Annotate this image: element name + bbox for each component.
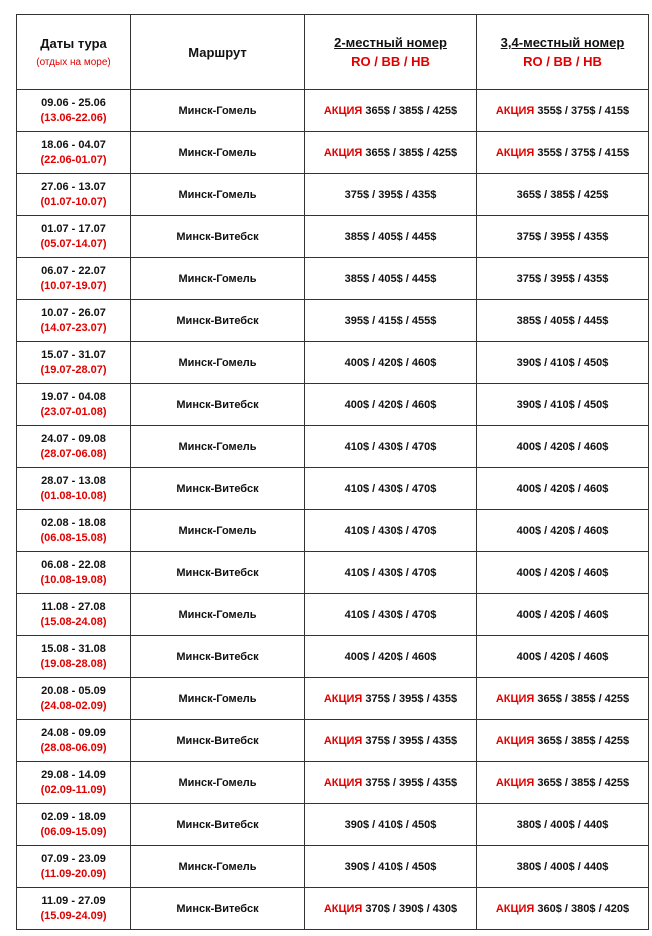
- sea-dates: (22.06-01.07): [40, 154, 107, 166]
- tour-dates: 10.07 - 26.07: [41, 307, 106, 319]
- cell-triple-price: [477, 174, 649, 216]
- tour-dates: 19.07 - 04.08: [41, 391, 106, 403]
- header-dates-sub: (отдых на море): [36, 57, 111, 68]
- price-value: 365$ / 385$ / 425$: [365, 146, 458, 159]
- cell-triple-price: [477, 594, 649, 636]
- tour-dates: 28.07 - 13.08: [41, 475, 106, 487]
- sea-dates: (19.08-28.08): [40, 658, 107, 670]
- sea-dates: (02.09-11.09): [40, 784, 107, 796]
- cell-double-price: [305, 678, 477, 720]
- sea-dates: (15.08-24.08): [40, 616, 107, 628]
- price-value: 365$ / 385$ / 425$: [365, 104, 458, 117]
- price-value: 395$ / 415$ / 455$: [344, 314, 437, 327]
- cell-double-price: [305, 258, 477, 300]
- cell-dates: [17, 132, 131, 174]
- sea-dates: (19.07-28.07): [40, 364, 107, 376]
- header-double-sub: RO / BB / HB: [351, 54, 430, 69]
- cell-dates: [17, 258, 131, 300]
- sea-dates: (10.08-19.08): [40, 574, 107, 586]
- price-value: 410$ / 430$ / 470$: [344, 566, 437, 579]
- price-value: 375$ / 395$ / 435$: [344, 188, 437, 201]
- price-value: 410$ / 430$ / 470$: [344, 482, 437, 495]
- cell-dates: [17, 342, 131, 384]
- price-value: 380$ / 400$ / 440$: [516, 860, 609, 873]
- sea-dates: (06.09-15.09): [40, 826, 107, 838]
- cell-triple-price: [477, 552, 649, 594]
- tour-dates: 01.07 - 17.07: [41, 223, 106, 235]
- cell-route: Минск-Гомель: [131, 174, 305, 216]
- price-value: 390$ / 410$ / 450$: [344, 818, 437, 831]
- header-triple-room: [477, 15, 649, 90]
- price-value: 370$ / 390$ / 430$: [365, 902, 458, 915]
- promo-label: АКЦИЯ: [323, 776, 363, 789]
- sea-dates: (24.08-02.09): [40, 700, 107, 712]
- sea-dates: (28.08-06.09): [40, 742, 107, 754]
- cell-dates: [17, 846, 131, 888]
- cell-route: Минск-Витебск: [131, 468, 305, 510]
- cell-dates: [17, 762, 131, 804]
- cell-double-price: [305, 804, 477, 846]
- price-value: 400$ / 420$ / 460$: [344, 356, 437, 369]
- header-double-room: [305, 15, 477, 90]
- price-value: 385$ / 405$ / 445$: [516, 314, 609, 327]
- cell-dates: [17, 678, 131, 720]
- table-row: [17, 342, 649, 384]
- table-row: [17, 552, 649, 594]
- promo-label: АКЦИЯ: [495, 692, 535, 705]
- cell-double-price: [305, 342, 477, 384]
- price-value: 390$ / 410$ / 450$: [516, 398, 609, 411]
- cell-triple-price: [477, 510, 649, 552]
- tour-dates: 02.09 - 18.09: [41, 811, 106, 823]
- tour-dates: 27.06 - 13.07: [41, 181, 106, 193]
- header-triple-label: 3,4-местный номер: [500, 35, 625, 50]
- table-row: [17, 510, 649, 552]
- header-row: [17, 15, 649, 90]
- cell-dates: [17, 90, 131, 132]
- cell-triple-price: [477, 90, 649, 132]
- sea-dates: (14.07-23.07): [40, 322, 107, 334]
- sea-dates: (15.09-24.09): [40, 910, 107, 922]
- tour-dates: 06.08 - 22.08: [41, 559, 106, 571]
- promo-label: АКЦИЯ: [495, 902, 535, 915]
- cell-route: Минск-Гомель: [131, 762, 305, 804]
- price-value: 355$ / 375$ / 415$: [537, 104, 630, 117]
- cell-dates: [17, 720, 131, 762]
- cell-route: Минск-Витебск: [131, 216, 305, 258]
- table-row: [17, 762, 649, 804]
- cell-dates: [17, 888, 131, 930]
- tour-dates: 29.08 - 14.09: [41, 769, 106, 781]
- tour-dates: 02.08 - 18.08: [41, 517, 106, 529]
- cell-triple-price: [477, 678, 649, 720]
- tour-dates: 15.07 - 31.07: [41, 349, 106, 361]
- header-route-label: Маршрут: [188, 44, 247, 60]
- header-triple-sub: RO / BB / HB: [523, 54, 602, 69]
- cell-triple-price: [477, 216, 649, 258]
- cell-triple-price: [477, 468, 649, 510]
- table-row: [17, 594, 649, 636]
- promo-label: АКЦИЯ: [495, 776, 535, 789]
- cell-route: Минск-Гомель: [131, 846, 305, 888]
- tour-price-table: [16, 14, 649, 930]
- cell-double-price: [305, 216, 477, 258]
- cell-double-price: [305, 300, 477, 342]
- price-value: 390$ / 410$ / 450$: [344, 860, 437, 873]
- price-value: 380$ / 400$ / 440$: [516, 818, 609, 831]
- price-value: 400$ / 420$ / 460$: [516, 440, 609, 453]
- price-value: 355$ / 375$ / 415$: [537, 146, 630, 159]
- promo-label: АКЦИЯ: [323, 734, 363, 747]
- promo-label: АКЦИЯ: [495, 104, 535, 117]
- cell-triple-price: [477, 804, 649, 846]
- cell-route: Минск-Витебск: [131, 720, 305, 762]
- promo-label: АКЦИЯ: [495, 146, 535, 159]
- price-value: 400$ / 420$ / 460$: [516, 650, 609, 663]
- promo-label: АКЦИЯ: [323, 104, 363, 117]
- sea-dates: (10.07-19.07): [40, 280, 107, 292]
- table-row: [17, 174, 649, 216]
- price-value: 365$ / 385$ / 425$: [537, 692, 630, 705]
- table-row: [17, 132, 649, 174]
- sea-dates: (05.07-14.07): [40, 238, 107, 250]
- tour-dates: 24.07 - 09.08: [41, 433, 106, 445]
- cell-dates: [17, 510, 131, 552]
- cell-double-price: [305, 888, 477, 930]
- tour-dates: 15.08 - 31.08: [41, 643, 106, 655]
- cell-triple-price: [477, 888, 649, 930]
- cell-double-price: [305, 90, 477, 132]
- price-value: 400$ / 420$ / 460$: [516, 608, 609, 621]
- cell-double-price: [305, 468, 477, 510]
- cell-route: Минск-Гомель: [131, 678, 305, 720]
- sea-dates: (11.09-20.09): [40, 868, 107, 880]
- cell-triple-price: [477, 300, 649, 342]
- cell-double-price: [305, 552, 477, 594]
- promo-label: АКЦИЯ: [323, 692, 363, 705]
- price-value: 360$ / 380$ / 420$: [537, 902, 630, 915]
- cell-route: Минск-Гомель: [131, 426, 305, 468]
- table-row: [17, 300, 649, 342]
- sea-dates: (01.07-10.07): [40, 196, 107, 208]
- cell-dates: [17, 594, 131, 636]
- cell-triple-price: [477, 342, 649, 384]
- cell-route: Минск-Витебск: [131, 888, 305, 930]
- cell-route: Минск-Гомель: [131, 258, 305, 300]
- tour-dates: 18.06 - 04.07: [41, 139, 106, 151]
- cell-route: Минск-Гомель: [131, 594, 305, 636]
- price-value: 410$ / 430$ / 470$: [344, 608, 437, 621]
- tour-dates: 11.09 - 27.09: [41, 895, 106, 907]
- cell-triple-price: [477, 426, 649, 468]
- cell-triple-price: [477, 258, 649, 300]
- tour-dates: 24.08 - 09.09: [41, 727, 106, 739]
- cell-double-price: [305, 720, 477, 762]
- tour-dates: 11.08 - 27.08: [41, 601, 106, 613]
- cell-dates: [17, 300, 131, 342]
- price-value: 365$ / 385$ / 425$: [516, 188, 609, 201]
- sea-dates: (01.08-10.08): [40, 490, 107, 502]
- price-value: 400$ / 420$ / 460$: [344, 398, 437, 411]
- table-row: [17, 90, 649, 132]
- promo-label: АКЦИЯ: [323, 902, 363, 915]
- header-dates: [17, 15, 131, 90]
- cell-route: Минск-Гомель: [131, 132, 305, 174]
- cell-dates: [17, 174, 131, 216]
- price-value: 375$ / 395$ / 435$: [516, 272, 609, 285]
- cell-dates: [17, 216, 131, 258]
- header-route: [131, 15, 305, 90]
- tour-dates: 20.08 - 05.09: [41, 685, 106, 697]
- cell-route: Минск-Витебск: [131, 804, 305, 846]
- tour-dates: 09.06 - 25.06: [41, 97, 106, 109]
- promo-label: АКЦИЯ: [323, 146, 363, 159]
- cell-double-price: [305, 636, 477, 678]
- promo-label: АКЦИЯ: [495, 734, 535, 747]
- price-value: 375$ / 395$ / 435$: [365, 776, 458, 789]
- table-row: [17, 468, 649, 510]
- cell-route: Минск-Витебск: [131, 300, 305, 342]
- price-value: 400$ / 420$ / 460$: [344, 650, 437, 663]
- cell-double-price: [305, 846, 477, 888]
- tour-dates: 06.07 - 22.07: [41, 265, 106, 277]
- header-dates-label: Даты тура: [40, 36, 107, 51]
- cell-dates: [17, 636, 131, 678]
- price-value: 410$ / 430$ / 470$: [344, 524, 437, 537]
- table-row: [17, 426, 649, 468]
- sea-dates: (13.06-22.06): [40, 112, 107, 124]
- cell-route: Минск-Гомель: [131, 510, 305, 552]
- tour-dates: 07.09 - 23.09: [41, 853, 106, 865]
- price-value: 375$ / 395$ / 435$: [365, 692, 458, 705]
- price-value: 400$ / 420$ / 460$: [516, 566, 609, 579]
- table-row: [17, 258, 649, 300]
- table-row: [17, 804, 649, 846]
- cell-route: Минск-Витебск: [131, 384, 305, 426]
- cell-dates: [17, 384, 131, 426]
- cell-double-price: [305, 510, 477, 552]
- cell-route: Минск-Гомель: [131, 342, 305, 384]
- price-value: 385$ / 405$ / 445$: [344, 230, 437, 243]
- price-value: 400$ / 420$ / 460$: [516, 482, 609, 495]
- price-value: 375$ / 395$ / 435$: [516, 230, 609, 243]
- table-row: [17, 720, 649, 762]
- table-row: [17, 384, 649, 426]
- cell-triple-price: [477, 636, 649, 678]
- table-row: [17, 216, 649, 258]
- cell-double-price: [305, 594, 477, 636]
- cell-route: Минск-Витебск: [131, 636, 305, 678]
- price-value: 375$ / 395$ / 435$: [365, 734, 458, 747]
- cell-double-price: [305, 132, 477, 174]
- cell-route: Минск-Витебск: [131, 552, 305, 594]
- cell-dates: [17, 426, 131, 468]
- price-value: 385$ / 405$ / 445$: [344, 272, 437, 285]
- price-value: 400$ / 420$ / 460$: [516, 524, 609, 537]
- cell-triple-price: [477, 762, 649, 804]
- cell-dates: [17, 804, 131, 846]
- price-value: 410$ / 430$ / 470$: [344, 440, 437, 453]
- table-row: [17, 888, 649, 930]
- cell-triple-price: [477, 720, 649, 762]
- cell-triple-price: [477, 132, 649, 174]
- table-row: [17, 846, 649, 888]
- sea-dates: (23.07-01.08): [40, 406, 107, 418]
- sea-dates: (28.07-06.08): [40, 448, 107, 460]
- header-double-label: 2-местный номер: [334, 35, 447, 50]
- cell-dates: [17, 468, 131, 510]
- cell-double-price: [305, 762, 477, 804]
- price-value: 365$ / 385$ / 425$: [537, 734, 630, 747]
- table-row: [17, 678, 649, 720]
- sea-dates: (06.08-15.08): [40, 532, 107, 544]
- cell-route: Минск-Гомель: [131, 90, 305, 132]
- cell-triple-price: [477, 846, 649, 888]
- cell-double-price: [305, 384, 477, 426]
- cell-double-price: [305, 174, 477, 216]
- price-value: 390$ / 410$ / 450$: [516, 356, 609, 369]
- price-value: 365$ / 385$ / 425$: [537, 776, 630, 789]
- table-row: [17, 636, 649, 678]
- cell-triple-price: [477, 384, 649, 426]
- cell-double-price: [305, 426, 477, 468]
- cell-dates: [17, 552, 131, 594]
